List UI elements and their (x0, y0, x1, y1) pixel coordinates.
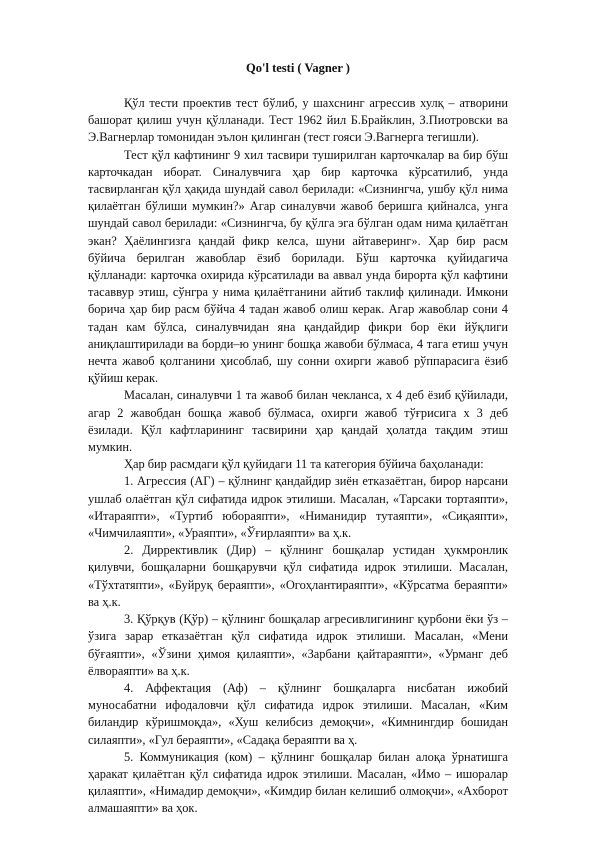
category-directivity: 2. Диррективлик (Дир) – қўлнинг бошқалар устидан ҳукмронлик қилувчи, бошқаларни бошқарувчи қўл сифатида идрок этилиши. Масалан, «Тўхтатяпти», «Буйруқ бераяпти», «Огоҳлантираяпти», «Кўрсатма бераяпти» ва ҳ.к. (88, 543, 508, 609)
paragraph-intro: Қўл тести проектив тест бўлиб, у шахснинг агрессив хулқ – атворини башорат қилиш учун қўлланади. Тест 1962 йил Б.Брайклин, З.Пиотровски ва Э.Вагнерлар томонидан эълон қилинган (тест гояси Э.Вагнерга тегишли). (88, 96, 508, 145)
category-fear: 3. Қўрқув (Қўр) – қўлнинг бошқалар агресивлигининг қурбони ёки ўз – ўзига зарар етказаётган қўл сифатида идрок этилиши. Масалан, «Мени бўғаяпти», «Ўзини ҳимоя қилаяпти», «Зарбани қайтараяпти», «Урманг деб ёлвораяпти» ва ҳ.к. (88, 612, 508, 678)
paragraph-example: Масалан, синалувчи 1 та жавоб билан чекланса, х 4 деб ёзиб қўйилади, агар 2 жавобдан бошқа жавоб бўлмаса, охирги жавоб тўғрисига х 3 деб ёзилади. Қўл кафтларининг тасвирини ҳар қандай ҳолатда тақдим этиш мумкин. (88, 388, 508, 455)
category-communication: 5. Коммуникация (ком) – қўлнинг бошқалар билан алоқа ўрнатишга ҳаракат қилаётган қўл сифатида идрок этилиши. Масалан, «Имо – ишоралар қилаяпти», «Нимадир демоқчи», «Кимдир билан келишиб олмоқчи», «Ахборот алмашаяпти» ва ҳок. (88, 749, 508, 816)
category-aggression: 1. Агрессия (АГ) – қўлнинг қандайдир зиён етказаётган, бирор нарсани ушлаб олаётган қўл сифатида идрок этилиши. Масалан, «Тарсаки тортаяпти», «Итараяпти», «Туртиб юбораяпти», «Ниманидир тутаяпти», «Сиқаяпти», «Чимчилаяпти», «Ураяпти», «Ўғирлаяпти» ва ҳ.к. (88, 474, 508, 541)
document-body (88, 95, 508, 818)
category-affectation: 4. Аффектация (Аф) – қўлнинг бошқаларга нисбатан ижобий муносабатни ифодаловчи қўл сифатида идрок этилиши. Масалан, «Ким биландир кўришмоқда», «Хуш келибсиз демоқчи», «Кимнингдир бошидан силаяпти», «Гул бераяпти», «Садақа бераяпти ва ҳ. (88, 680, 508, 747)
document-title: Qo'l testi ( Vagner ) (246, 61, 350, 75)
paragraph-procedure: Тест қўл кафтининг 9 хил тасвири туширилган карточкалар ва бир бўш карточкадан иборат. Синалувчига ҳар бир карточка кўрсатилиб, унда тасвирланган қўл ҳақида шундай савол берилади: «Сизнингча, ушбу қўл нима қилаётган бўлиши мумкин?» Агар синалувчи жавоб беришга қийналса, унга шундай савол берилади: «Сизнингча, бу қўлга эга бўлган одам нима қилаётган экан? Ҳаёлингизга қандай фикр келса, шуни айтаверинг». Ҳар бир расм бўйича берилган жавоблар ёзиб борилади. Бўш карточка қуйидагича қўлланади: карточка охирида кўрсатилади ва аввал унда бирорта қўл кафтини тасаввур этиш, сўнгра у нима қилаётганини айтиб таклиф қилинади. Имкони борича ҳар бир расм бўйча 4 тадан жавоб олиш керак. Агар жавоблар сони 4 тадан кам бўлса, синалувчидан яна қандайдир фикри бор ёки йўқлиги аниқлаштирилади ва борди–ю унинг бошқа жавоби бўлмаса, 4 тага етиш учун нечта жавоб қолганини ҳисоблаб, шу сонни охирги жавоб рўппарасига ёзиб қўйиш керак. (88, 147, 508, 386)
paragraph-categories-intro: Ҳар бир расмдаги қўл қуйидаги 11 та категория бўйича баҳоланади: (124, 457, 484, 472)
